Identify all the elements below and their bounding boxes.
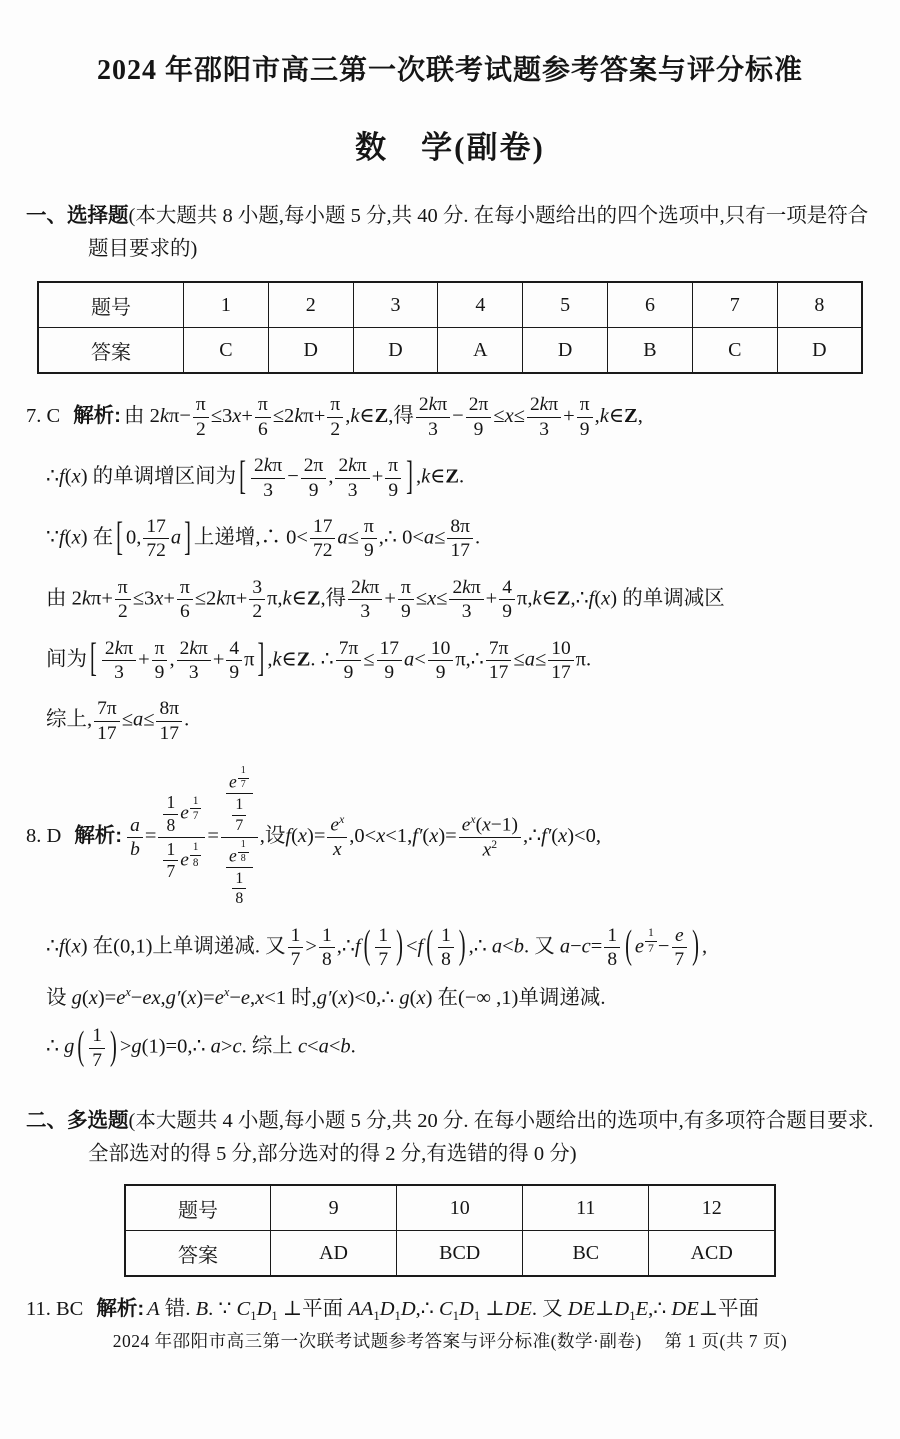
- answer-cell: B: [608, 328, 693, 374]
- question-number-cell: 7: [692, 282, 777, 328]
- solution-line: ∴ g ( $\frac{1}{7}$ ) >g(1)=0,∴ a>c. 综上 c<a<b.: [46, 1025, 356, 1071]
- row-label-answers: 答案: [125, 1231, 271, 1277]
- answer-cell: D: [268, 328, 353, 374]
- solution-line: ∴f(x) 的单调增区间为 [ $\frac{2k\pi}{3}$ − $\frac{2\pi}{9}$ , $\frac{2k\pi}{3}$ + $\frac{\pi}{9}$ ] ,k∈Z.: [46, 455, 465, 501]
- analysis-label: 解析:: [74, 824, 123, 848]
- answer-cell: ACD: [649, 1231, 775, 1277]
- section-heading-single-choice: [26, 199, 874, 266]
- section-heading-multi-choice: [26, 1104, 874, 1171]
- answer-table-single-choice: [37, 281, 863, 374]
- answer-cell: C: [184, 328, 269, 374]
- question-number-cell: 5: [523, 282, 608, 328]
- question-number-cell: 8: [777, 282, 862, 328]
- answer-cell: D: [353, 328, 438, 374]
- table-row-numbers: [125, 1185, 775, 1231]
- row-label-numbers: 题号: [125, 1185, 271, 1231]
- question-number-cell: 2: [268, 282, 353, 328]
- exam-subject-subtitle: 数 学(副卷): [355, 130, 545, 165]
- math-content: $\frac{a}{b}$ = $\frac{1}{8}$ e $^{\frac{1}{7}}$ $\frac{1}{7}$ e $^{\frac{1}{8}}$ = e $^{\frac{1}{7}}$ $\frac{1}{7}$ e $^{\frac{1}{8}}$ $\frac{1}{8}$ ,设f(x)= $\frac{e^x}{x}$ ,0<x<1,f′(x)= $\frac{e^x(x-1)}{x^2}$ ,∴f′(x)<0,: [125, 825, 601, 847]
- solution-line: 设 $g(x)=e^x-ex,g'(x)=e^x-e,x<1$ 时,g′(x)<0,∴ g(x) 在(−∞ ,1)单调递减.: [46, 984, 606, 1009]
- solution-line: ∵f(x) 在 [ 0, $\frac{17}{72}$ a ] 上递增,∴ 0< $\frac{17}{72}$ a≤ $\frac{\pi}{9}$ ,∴ 0<a≤ $\frac{8\pi}{17}$ .: [46, 515, 481, 562]
- solution-line: ∴f(x) 在(0,1)上单调递减. 又 $\frac{1}{7}$ > $\frac{1}{8}$ ,∴f ( $\frac{1}{7}$ ) <f ( $\frac{1}{8}$ ) ,∴ a<b. 又 a−c= $\frac{1}{8}$ ( e $^{\frac{1}{7}}$ − $\frac{e}{7}$ ) ,: [46, 924, 708, 971]
- row-label-answers: 答案: [38, 328, 184, 374]
- analysis-label: 解析:: [73, 404, 122, 428]
- question-answer-head: 8. D: [26, 825, 62, 848]
- answer-cell: BC: [523, 1231, 649, 1277]
- section-heading-rest: (本大题共 8 小题,每小题 5 分,共 40 分. 在每小题给出的四个选项中,只有一项是符合题目要求的): [88, 205, 869, 261]
- solution-q11: [26, 1283, 874, 1323]
- solution-line: 间为 [ $\frac{2k\pi}{3}$ + $\frac{\pi}{9}$ , $\frac{2k\pi}{3}$ + $\frac{4}{9}$ π ] ,k∈Z. ∴ $\frac{7\pi}{9}$ ≤ $\frac{17}{9}$ a< $\frac{10}{9}$ π,∴ $\frac{7\pi}{17}$ ≤a≤ $\frac{10}{17}$ π.: [46, 637, 592, 684]
- solution-q7: [26, 380, 874, 745]
- answer-cell: BCD: [397, 1231, 523, 1277]
- question-number-cell: 11: [523, 1185, 649, 1231]
- section-heading-bold: 二、多选题: [26, 1108, 129, 1132]
- question-answer-head: 11. BC: [26, 1298, 84, 1321]
- section-heading-rest: (本大题共 4 小题,每小题 5 分,共 20 分. 在每小题给出的选项中,有多项符合题目要求. 全部选对的得 5 分,部分选对的得 2 分,有选错的得 0 分): [88, 1109, 874, 1166]
- row-label-numbers: 题号: [38, 282, 184, 328]
- solution-line: [26, 764, 874, 910]
- math-content: A 错. B. ∵ $C_1D_1$ ⊥平面 $AA_1D_1D,\therefore$ $C_1D_1$ ⊥DE. 又 $DE\perp D_1E,\therefore$ DE⊥平面: [147, 1298, 760, 1324]
- question-number-cell: 4: [438, 282, 523, 328]
- question-number-cell: 6: [608, 282, 693, 328]
- solution-line: [26, 393, 874, 441]
- solution-q8: [26, 751, 874, 1072]
- answer-cell: D: [777, 328, 862, 374]
- answer-cell: D: [523, 328, 608, 374]
- answer-cell: AD: [271, 1231, 397, 1277]
- page-title: 2024 年邵阳市高三第一次联考试题参考答案与评分标准: [96, 55, 803, 86]
- question-answer-head: 7. C: [26, 405, 61, 428]
- question-number-cell: 3: [353, 282, 438, 328]
- question-number-cell: 1: [184, 282, 269, 328]
- table-row-answers: [125, 1231, 775, 1277]
- solution-line: [26, 1296, 874, 1323]
- section-heading-bold: 一、选择题: [26, 204, 129, 227]
- question-number-cell: 10: [397, 1185, 523, 1231]
- solution-line: 由 2kπ+ $\frac{\pi}{2}$ ≤3x+ $\frac{\pi}{6}$ ≤2kπ+ $\frac{3}{2}$ π,k∈Z,得 $\frac{2k\pi}{3}$ + $\frac{\pi}{9}$ ≤x≤ $\frac{2k\pi}{3}$ + $\frac{4}{9}$ π,k∈Z,∴f(x) 的单调减区: [46, 576, 725, 623]
- math-content: 由 2kπ− $\frac{\pi}{2}$ ≤3x+ $\frac{\pi}{6}$ ≤2kπ+ $\frac{\pi}{2}$ ,k∈Z,得 $\frac{2k\pi}{3}$ − $\frac{2\pi}{9}$ ≤x≤ $\frac{2k\pi}{3}$ + $\frac{\pi}{9}$ ,k∈Z,: [124, 394, 643, 440]
- question-number-cell: 9: [271, 1185, 397, 1231]
- answer-table-multi-choice: [124, 1184, 776, 1277]
- answer-cell: C: [692, 328, 777, 374]
- answer-cell: A: [438, 328, 523, 374]
- analysis-label: 解析:: [96, 1297, 145, 1321]
- table-row-answers: [38, 328, 862, 374]
- table-row-numbers: [38, 282, 862, 328]
- question-number-cell: 12: [649, 1185, 775, 1231]
- solution-line: 综上, $\frac{7\pi}{17}$ ≤a≤ $\frac{8\pi}{17}$ .: [46, 698, 190, 744]
- page-footer: 2024 年邵阳市高三第一次联考试题参考答案与评分标准(数学·副卷) 第 1 页(共 7 页): [112, 1331, 788, 1351]
